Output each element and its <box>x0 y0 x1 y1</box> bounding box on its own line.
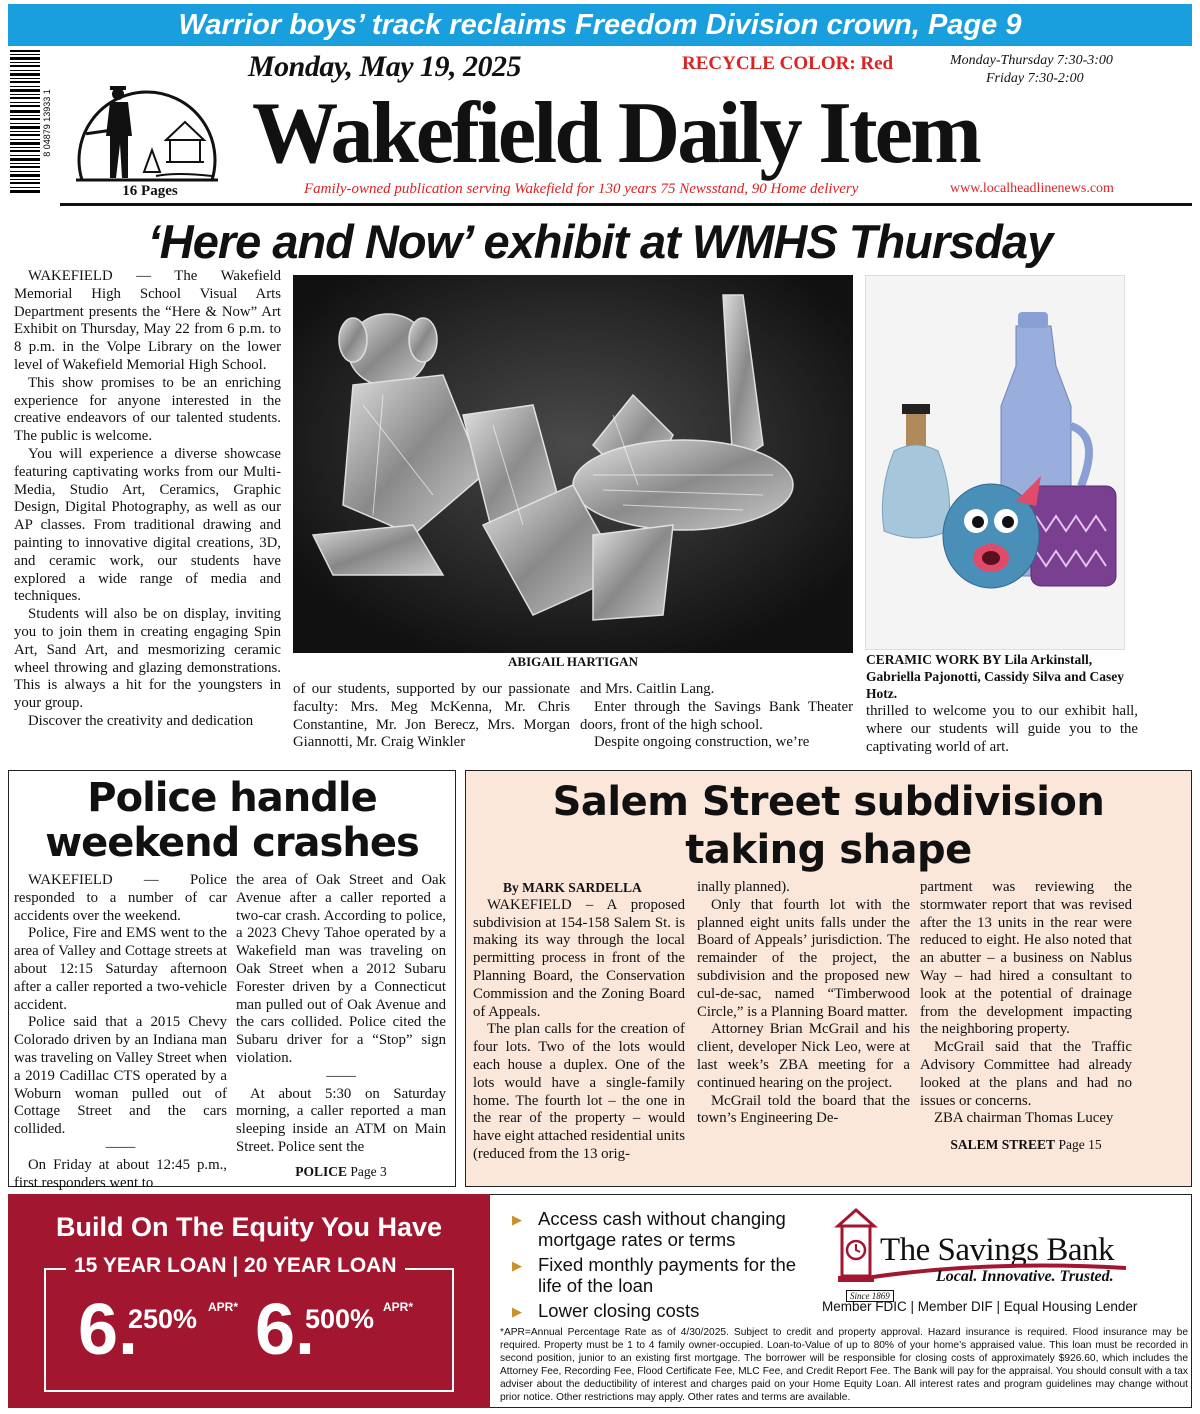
paragraph: This show promises to be an enriching experience for anyone interested in the creative endeavors of our talented students. The public is welcome. <box>14 374 281 445</box>
top-banner[interactable]: Warrior boys’ track reclaims Freedom Division crown, Page 9 <box>8 4 1192 46</box>
separator: —— <box>105 1138 136 1155</box>
ceramics-illustration <box>866 276 1125 650</box>
headline-line: weekend crashes <box>45 820 419 866</box>
page-count: 16 Pages <box>122 183 178 199</box>
photo-caption: CERAMIC WORK BY Lila Arkinstall, Gabriella Pajonotti, Cassidy Silva and Casey Hotz. <box>866 652 1125 701</box>
ad-disclaimer: *APR=Annual Percentage Rate as of 4/30/2025. Subject to credit and property approval. Hazard insurance is required. Flood insurance may be required. Property must be 1 to 4 family owner-occupied. Loan-to-Value of up to 80% of your home’s appraised value. This loan must be recorded in second position, junior to an existing first mortgage. The borrower will be responsible for closing costs of approximately $926.60, which includes the Attorney Fee, Recording Fee, Flood Certificate Fee, MLC Fee, and Credit Report Fee. The Bank will pay for the appraisal. You should consult with a tax adviser about the deductibility of interest and charges paid on your Home Equity Loan. All interest rates and program guidelines may change without prior notice. Other restrictions may apply. Other rates and terms are available. <box>500 1327 1188 1403</box>
paragraph: The plan calls for the creation of four lots. Two of the lots would each house a duplex. One of the lots would have a single-family home. The fourth lot – the one in the rear of the property – would have eight attached residential units (reduced from the 13 orig- <box>473 1021 686 1162</box>
list-item: ▶ Lower closing costs <box>512 1300 802 1321</box>
paragraph: Police said that a 2015 Chevy Colorado driven by an Indiana man was traveling on Valley Street when a 2019 Cadillac CTS operated by a Woburn woman pulled out of Cottage Street and the cars collided. <box>14 1014 227 1138</box>
jump-label: SALEM STREET <box>950 1137 1056 1153</box>
barcode <box>6 48 56 198</box>
barcode-number: 8 04879 13933 1 <box>42 89 52 157</box>
recycle-color: RECYCLE COLOR: Red <box>682 53 894 74</box>
apr-label: APR* <box>383 1300 414 1314</box>
masthead-rule <box>60 203 1192 206</box>
byline: By MARK SARDELLA <box>503 880 642 895</box>
photo-caption: ABIGAIL HARTIGAN <box>508 654 638 669</box>
ceramics-photo <box>865 275 1125 650</box>
exhibit-column-4 <box>866 703 1138 756</box>
minuteman-logo <box>72 52 222 188</box>
ad-benefits-list <box>512 1208 802 1325</box>
paragraph: ZBA chairman Thomas Lucey <box>934 1110 1114 1127</box>
paragraph: and Mrs. Caitlin Lang. <box>580 681 715 697</box>
paragraph: of our students, supported by our passionate faculty: Mrs. Meg McKenna, Mr. Chris Constantine, Mr. Jon Berecz, Mrs. Morgan Giannotti, Mr. Craig Winkler <box>293 681 570 751</box>
tagline: Family-owned publication serving Wakefield for 130 years 75 Newsstand, 90 Home delivery <box>304 181 859 197</box>
jump-line[interactable] <box>236 1163 446 1181</box>
rate-whole: 6. <box>78 1290 139 1370</box>
rate-fraction: 250% <box>128 1304 198 1334</box>
salem-column-1 <box>473 879 685 1164</box>
salem-column-3 <box>920 879 1132 1154</box>
paragraph: Attorney Brian McGrail and his client, developer Nick Leo, were at last week’s ZBA meeting for a continued hearing on the project. <box>697 1021 910 1091</box>
paragraph: inally planned). <box>697 879 790 895</box>
jump-label: POLICE <box>295 1163 347 1179</box>
police-headline[interactable] <box>8 776 456 866</box>
rate-15-year <box>78 1290 239 1370</box>
crystal-figure-illustration <box>293 275 853 653</box>
paragraph: McGrail told the board that the town’s Engineering De- <box>697 1092 910 1127</box>
member-fdic: Member FDIC | Member DIF | Equal Housing Lender <box>822 1299 1138 1314</box>
ad-rate-panel <box>8 1194 490 1408</box>
paragraph: WAKEFIELD — Police responded to a number of car accidents over the weekend. <box>14 872 227 924</box>
paragraph: WAKEFIELD – A proposed subdivision at 154-158 Salem St. is making its way through the local permitting process in front of the Planning Board, the Conservation Commission and the Zoning Board of Appeals. <box>473 896 685 1020</box>
salem-column-2 <box>697 879 910 1128</box>
hours-weekday: Monday-Thursday 7:30-3:00 <box>950 53 1113 68</box>
exhibit-column-3 <box>580 681 853 752</box>
issue-date: Monday, May 19, 2025 <box>248 50 522 83</box>
rate-20-year <box>255 1290 414 1370</box>
police-column-2 <box>236 872 446 1181</box>
office-hours <box>950 52 1113 88</box>
rate-whole: 6. <box>255 1290 316 1370</box>
paragraph: On Friday at about 12:45 p.m., first responders went to <box>14 1156 227 1191</box>
rate-fraction: 500% <box>305 1304 375 1334</box>
website-link[interactable]: www.localheadlinenews.com <box>950 181 1114 196</box>
headline-line: Police handle <box>87 775 377 821</box>
paragraph: Enter through the Savings Bank Theater doors, front of the high school. <box>580 698 853 733</box>
paragraph: the area of Oak Street and Oak Avenue after a caller reported a two-car crash. According to police, a 2023 Chevy Tahoe operated by a Wakefield man was traveling on Oak Street when a 2012 Subaru Forester driven by a Connecticut man pulled out of Oak Avenue and the cars collided. Police cited the Subaru driver for a “Stop” sign violation. <box>236 872 446 1066</box>
list-item: ▶ Fixed monthly payments for the life of the loan <box>512 1254 802 1296</box>
paragraph: Discover the creativity and dedication <box>28 712 254 729</box>
exhibit-column-1 <box>14 268 281 731</box>
exhibit-column-2 <box>293 681 570 752</box>
police-column-1 <box>14 872 227 1192</box>
jump-page: Page 15 <box>1058 1137 1102 1153</box>
paragraph: You will experience a diverse showcase featuring captivating works from our Multi-Media, Studio Art, Ceramics, Graphic Design, Digital Photography, as well as our AP classes. From traditional drawing and painting to innovative digital creations, 3D, and ceramic work, our students have explored a wide range of media and techniques. <box>14 445 281 605</box>
paragraph: thrilled to welcome you to our exhibit hall, where our students will guide you to the captivating world of art. <box>866 703 1138 755</box>
salem-headline[interactable] <box>465 778 1192 874</box>
bank-name: The Savings Bank <box>880 1232 1114 1268</box>
paragraph: Despite ongoing construction, we’re <box>594 734 810 751</box>
headline-line: Salem Street subdivision <box>552 779 1105 825</box>
headline-line: taking shape <box>685 827 972 873</box>
paragraph: At about 5:30 on Saturday morning, a caller reported a man sleeping inside an ATM on Main Street. Police sent the <box>236 1085 446 1155</box>
separator: —— <box>326 1067 356 1084</box>
jump-page: Page 3 <box>350 1163 387 1179</box>
paragraph: partment was reviewing the stormwater report that was revised after the 13 units in the rear were reduced to eight. He also noted that an abutter – a business on Nablus Way – had hired a consultant to look at the potential of drainage from the development impacting the neighboring property. <box>920 879 1132 1038</box>
bank-tagline: Local. Innovative. Trusted. <box>936 1268 1114 1285</box>
hours-friday: Friday 7:30-2:00 <box>986 71 1084 86</box>
crystal-sculpture-photo <box>293 275 853 653</box>
newspaper-title[interactable]: Wakefield Daily Item <box>252 85 979 182</box>
apr-label: APR* <box>208 1300 239 1314</box>
bank-since: Since 1869 <box>846 1290 894 1302</box>
ad-headline: Build On The Equity You Have <box>55 1212 443 1242</box>
jump-line[interactable] <box>920 1136 1132 1154</box>
list-item: ▶ Access cash without changing mortgage rates or terms <box>512 1208 802 1250</box>
paragraph: Only that fourth lot with the planned eight units falls under the Board of Appeals’ jurisdiction. The remainder of the project, the subdivision and the proposed new cul-de-sac, named “Timberwood Circle,” is a Planning Board matter. <box>697 896 910 1020</box>
exhibit-headline[interactable]: ‘Here and Now’ exhibit at WMHS Thursday <box>147 215 1053 268</box>
paragraph: Students will also be on display, inviting you to join them in creating engaging Spin Art, Sand Art, and mesmorizing ceramic wheel throwing and glazing demonstrations. This is always a hit for the youngsters in your group. <box>14 606 281 712</box>
paragraph: McGrail said that the Traffic Advisory Committee had already looked at the plans and had no issues or concerns. <box>920 1039 1132 1109</box>
loan-terms: 15 YEAR LOAN | 20 YEAR LOAN <box>66 1254 405 1278</box>
paragraph: WAKEFIELD — The Wakefield Memorial High School Visual Arts Department presents the “Here & Now” Art Exhibit on Thursday, May 22 from 6 p.m. to 8 p.m. in the Volpe Library on the lower level of Wakefield Memorial High School. <box>14 268 281 373</box>
paragraph: Police, Fire and EMS went to the area of Valley and Cottage streets at about 12:15 Saturday afternoon after a caller reported a two-vehicle accident. <box>14 925 227 1013</box>
